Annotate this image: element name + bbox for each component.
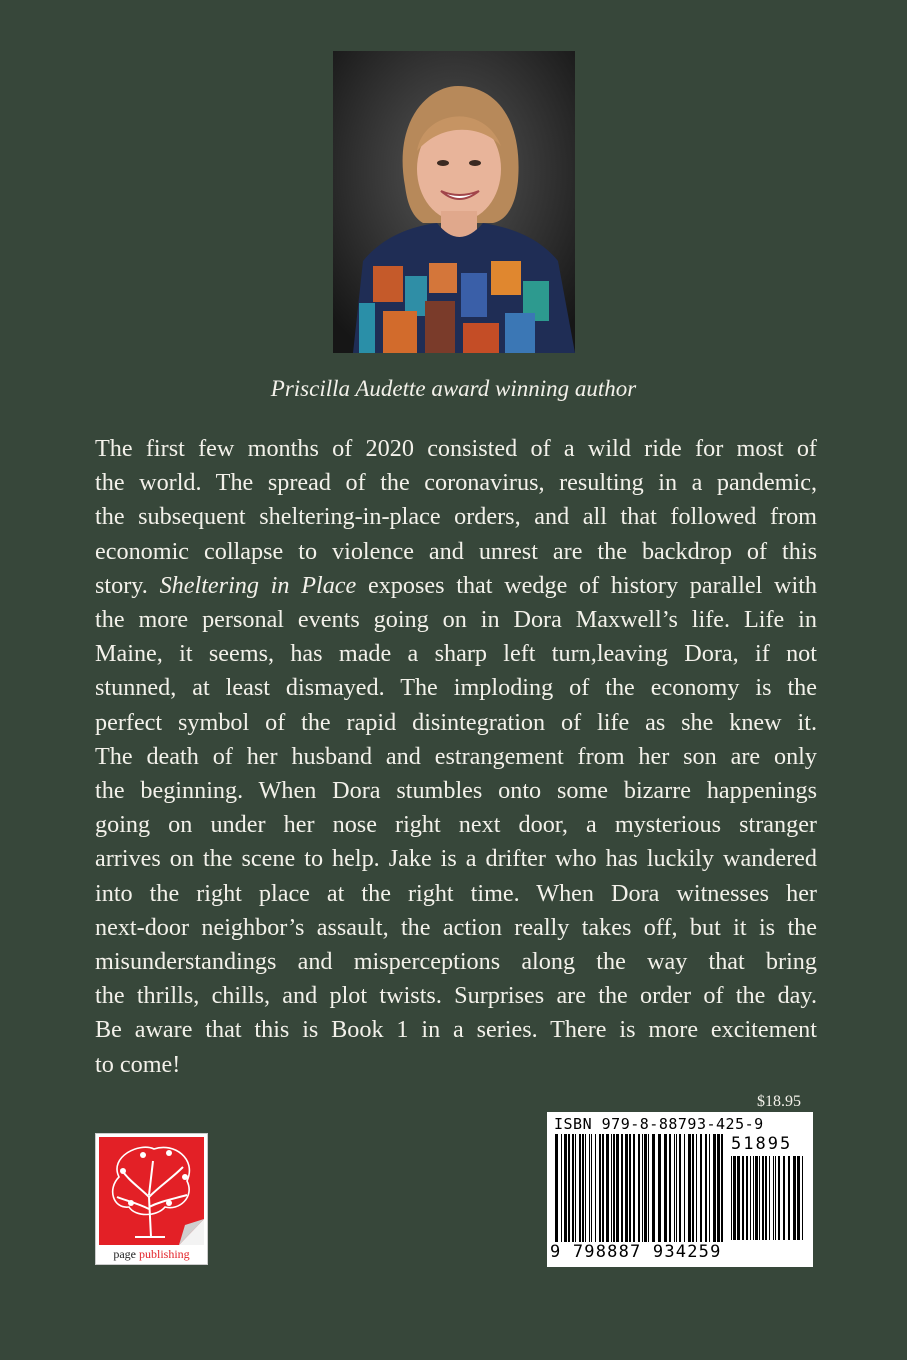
barcode-bar (633, 1134, 635, 1242)
blurb-text: exposes that wedge of history parallel with (356, 571, 818, 599)
barcode-bar (568, 1134, 570, 1242)
barcode-bar (555, 1134, 558, 1242)
barcode-bar (658, 1134, 661, 1242)
blurb-text: going on under her nose right next door, a mysterious stranger (95, 811, 817, 839)
barcode-bar (613, 1134, 615, 1242)
barcode-bar (621, 1134, 623, 1242)
price: $18.95 (757, 1093, 801, 1110)
barcode-bar (629, 1134, 631, 1242)
barcode-bar (797, 1156, 800, 1240)
barcode-bar (625, 1134, 628, 1242)
blurb-line (95, 637, 817, 671)
barcode-bar (572, 1134, 574, 1242)
blurb-text: Be aware that this is Book 1 in a series. There is more excitement (95, 1016, 817, 1044)
barcode-bar (765, 1156, 767, 1240)
barcode-bar (616, 1134, 619, 1242)
blurb-line (95, 603, 817, 637)
isbn-barcode (547, 1112, 813, 1267)
barcode-bar (802, 1156, 803, 1240)
blurb-text: arrives on the scene to help. Jake is a drifter who has luckily wandered (95, 845, 817, 873)
barcode-bar (561, 1134, 562, 1242)
book-title-inline: Sheltering in Place (159, 571, 357, 599)
barcode-bar (783, 1156, 785, 1240)
barcode-bar (564, 1134, 567, 1242)
blurb-line (95, 1048, 817, 1082)
blurb-text: next-door neighbor’s assault, the action really takes off, but it is the (95, 913, 817, 941)
blurb-line (95, 1013, 817, 1047)
blurb-line (95, 979, 817, 1013)
barcode-bar (755, 1156, 758, 1240)
barcode-bar (750, 1156, 751, 1240)
blurb-text: the thrills, chills, and plot twists. Surprises are the order of the day. (95, 982, 817, 1010)
barcode-bar (737, 1156, 740, 1240)
blurb-line (95, 466, 817, 500)
barcode-bar (638, 1134, 640, 1242)
barcode-bar (753, 1156, 754, 1240)
barcode-bar (688, 1134, 691, 1242)
barcode-bar (773, 1156, 774, 1240)
barcode-bar (642, 1134, 643, 1242)
barcode-bar (591, 1134, 592, 1242)
blurb-line (95, 911, 817, 945)
publisher-logo (95, 1133, 208, 1265)
blurb-text: the subsequent sheltering-in-place orders, and all that followed from (95, 503, 817, 531)
barcode-bar (606, 1134, 609, 1242)
barcode-bar (769, 1156, 770, 1240)
blurb-text: The first few months of 2020 consisted of a wild ride for most of (95, 435, 817, 462)
blurb-line (95, 877, 817, 911)
ean-bars (555, 1134, 727, 1242)
author-caption: Priscilla Audette award winning author (270, 376, 637, 401)
blurb-text: the world. The spread of the coronavirus, resulting in a pandemic, (95, 469, 817, 497)
blurb-text: stunned, at least dismayed. The imploding of the economy is the (95, 674, 817, 702)
barcode-bar (700, 1134, 702, 1242)
blurb-line (95, 740, 817, 774)
ean-digits: 9 798887 934259 (550, 1242, 722, 1262)
book-description (95, 432, 817, 1082)
blurb-text: the more personal events going on in Dora Maxwell’s life. Life in (95, 606, 817, 634)
barcode-bar (742, 1156, 744, 1240)
publisher-name: page publishing (113, 1247, 190, 1261)
barcode-bar (696, 1134, 697, 1242)
barcode-bar (793, 1156, 796, 1240)
barcode-bar (602, 1134, 604, 1242)
barcode-bar (652, 1134, 655, 1242)
blurb-text: Maine, it seems, has made a sharp left turn,leaving Dora, if not (95, 640, 817, 668)
barcode-bar (589, 1134, 590, 1242)
blurb-line (95, 432, 817, 466)
tree-icon (99, 1137, 204, 1245)
barcode-bar (575, 1134, 576, 1242)
blurb-line (95, 945, 817, 979)
blurb-line (95, 842, 817, 876)
barcode-bar (731, 1156, 732, 1240)
barcode-bar (746, 1156, 748, 1240)
barcode-bar (788, 1156, 790, 1240)
barcode-bar (721, 1134, 723, 1242)
barcode-bar (709, 1134, 710, 1242)
barcode-bar (648, 1134, 649, 1242)
barcode-bar (644, 1134, 647, 1242)
barcode-bar (674, 1134, 675, 1242)
blurb-line (95, 671, 817, 705)
blurb-line (95, 774, 817, 808)
blurb-text: to come! (95, 1050, 181, 1078)
blurb-text: The death of her husband and estrangement from her son are only (95, 742, 817, 770)
blurb-text: story. (95, 571, 160, 599)
blurb-text: misunderstandings and misperceptions along the way that bring (95, 948, 817, 976)
blurb-line (95, 808, 817, 842)
barcode-bar (717, 1134, 720, 1242)
barcode-bar (664, 1134, 667, 1242)
price-code: 51895 (731, 1134, 793, 1154)
barcode-bar (733, 1156, 736, 1240)
barcode-bar (579, 1134, 581, 1242)
blurb-line (95, 535, 817, 569)
barcode-bar (762, 1156, 764, 1240)
blurb-line (95, 500, 817, 534)
barcode-bar (713, 1134, 716, 1242)
blurb-text: the beginning. When Dora stumbles onto some bizarre happenings (95, 777, 817, 805)
blurb-line (95, 569, 817, 603)
blurb-line (95, 706, 817, 740)
barcode-bar (595, 1134, 596, 1242)
blurb-text: into the right place at the right time. When Dora witnesses her (95, 879, 817, 907)
barcode-bar (692, 1134, 694, 1242)
addon-bars (731, 1156, 805, 1240)
barcode-bar (775, 1156, 776, 1240)
barcode-bar (679, 1134, 681, 1242)
blurb-text: economic collapse to violence and unrest are the backdrop of this (95, 537, 817, 565)
barcode-bar (705, 1134, 707, 1242)
author-photo (333, 51, 575, 353)
barcode-bar (599, 1134, 601, 1242)
barcode-bar (684, 1134, 685, 1242)
barcode-bar (611, 1134, 612, 1242)
blurb-text: perfect symbol of the rapid disintegration of life as she knew it. (95, 708, 817, 736)
barcode-bar (582, 1134, 584, 1242)
isbn-label: ISBN 979-8-88793-425-9 (554, 1115, 764, 1133)
barcode-bar (669, 1134, 671, 1242)
barcode-bar (676, 1134, 677, 1242)
barcode-bar (778, 1156, 780, 1240)
barcode-bar (759, 1156, 760, 1240)
barcode-bar (585, 1134, 586, 1242)
